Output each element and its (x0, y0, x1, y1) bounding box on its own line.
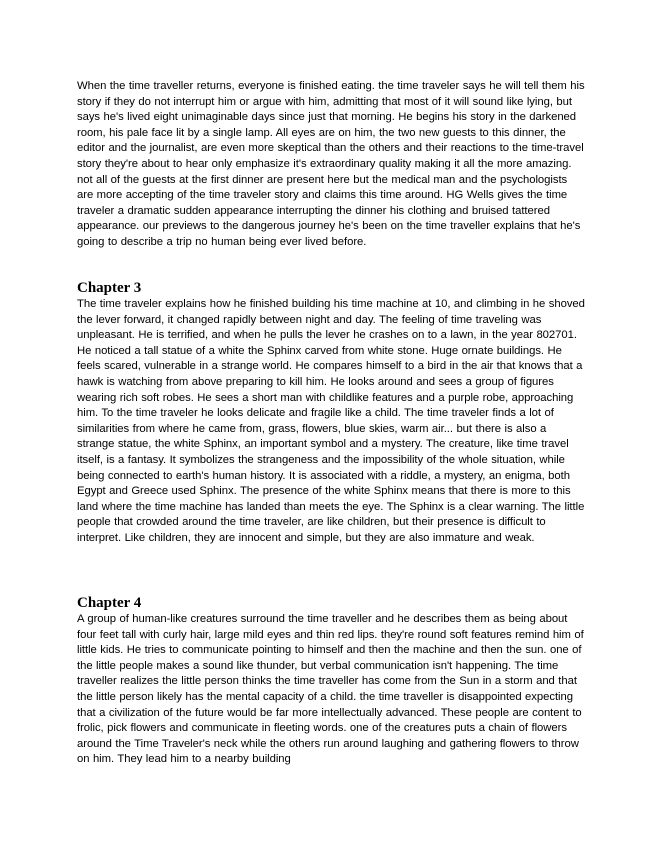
chapter-4-paragraph: A group of human-like creatures surround the time traveller and he describes them as being about four feet tall with curly hair, large mild eyes and thin red lips. they're round soft features remind him of little kids. He tries to communicate pointing to himself and then the machine and then the sun. one of the little people makes a sound like thunder, but verbal communication isn't happening. The time traveller realizes the little person thinks the time traveller has come from the Sun in a storm and that the little person likely has the mental capacity of a child. the time traveller is disappointed expecting that a civilization of the future would be far more intellectually advanced. These people are content to frolic, pick flowers and communicate in fleeting words. one of the creatures puts a chain of flowers around the Time Traveler's neck while the others run around laughing and gathering flowers to throw on him. They lead him to a nearby building (77, 613, 584, 766)
chapter-3-paragraph: The time traveler explains how he finished building his time machine at 10, and climbing in he shoved the lever forward, it changed rapidly between night and day. The feeling of time traveling was unpleasant. He is terrified, and when he pulls the lever he crashes on to a lawn, in the year 802701. He noticed a tall statue of a white the Sphinx carved from white stone. Huge ornate buildings. He feels scared, vulnerable in a strange world. He compares himself to a bird in the air that knows that a hawk is watching from above preparing to kill him. He looks around and sees a group of figures wearing rich soft robes. He sees a short man with childlike features and a purple robe, approaching him. To the time traveler he looks delicate and fragile like a child. The time traveler finds a lot of similarities from where he came from, grass, flowers, blue skies, warm air... but there is also a strange statue, the white Sphinx, an important symbol and a mystery. The creature, like time travel itself, is a fantasy. It symbolizes the strangeness and the impossibility of the whole situation, while being connected to earth's human history. It is associated with a riddle, a mystery, an enigma, both Egypt and Greece used Sphinx. The presence of the white Sphinx means that there is more to this land where the time machine has landed than meets the eye. The Sphinx is a clear warning. The little people that crowded around the time traveler, are like children, but their presence is difficult to interpret. Like children, they are innocent and simple, but they are also immature and weak. (77, 298, 585, 544)
intro-paragraph: When the time traveller returns, everyone is finished eating. the time traveler says he will tell them his story if they do not interrupt him or argue with him, admitting that most of it will sound like lying, but says he's lived eight unimaginable days since just that morning. He begins his story in the darkened room, his pale face lit by a single lamp. All eyes are on him, the two new guests to this dinner, the editor and the journalist, are even more skeptical than the others and their reactions to the time-travel story they're about to hear only emphasize it's extraordinary quality making it all the more amazing. not all of the guests at the first dinner are present here but the medical man and the psychologists are more accepting of the time traveler story and claims this time around. HG Wells gives the time traveler a dramatic sudden appearance interrupting the dinner his clothing and bruised tattered appearance. our previews to the dangerous journey he's been on the time traveller explains that he's going to describe a trip no human being ever lived before. (77, 80, 585, 248)
chapter-3-heading: Chapter 3 (77, 280, 142, 296)
chapter-4-heading: Chapter 4 (77, 595, 142, 611)
